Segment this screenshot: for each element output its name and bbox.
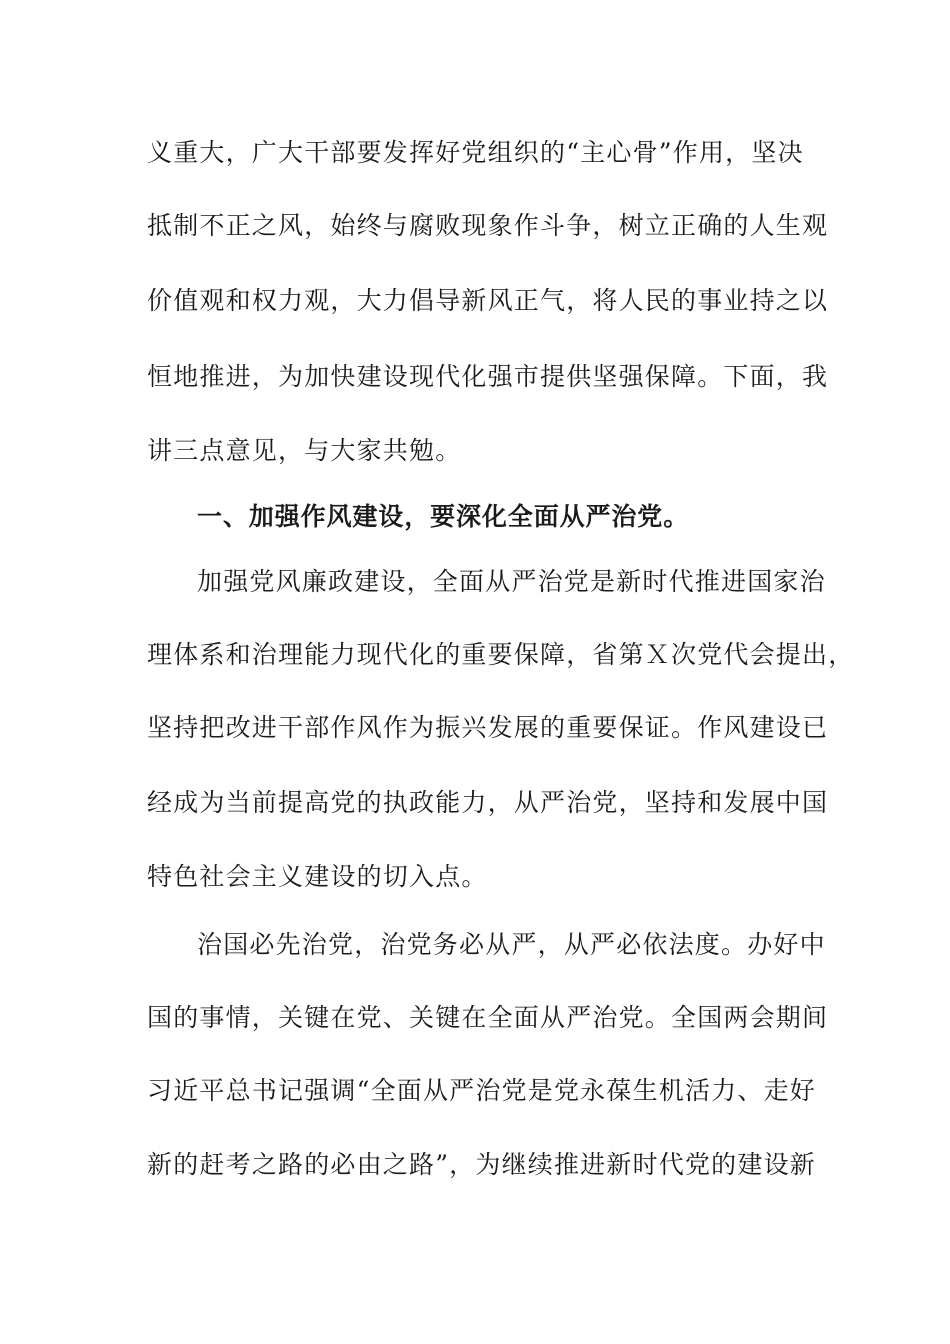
paragraph-line: 坚持把改进干部作风作为振兴发展的重要保证。作风建设已: [147, 713, 829, 742]
paragraph-line: 恒地推进，为加快建设现代化强市提供坚强保障。下面，我: [147, 362, 829, 391]
paragraph-line: 理体系和治理能力现代化的重要保障，省第Ｘ次党代会提出，: [147, 640, 855, 669]
paragraph-line: 价值观和权力观，大力倡导新风正气，将人民的事业持之以: [147, 286, 829, 315]
paragraph-line: 讲三点意见，与大家共勉。: [147, 436, 462, 465]
paragraph-line: 经成为当前提高党的执政能力，从严治党，坚持和发展中国: [147, 788, 829, 817]
paragraph-line: 义重大，广大干部要发挥好党组织的“主心骨”作用，坚决: [147, 138, 804, 167]
paragraph-line: 特色社会主义建设的切入点。: [147, 862, 488, 891]
section-heading: 一、加强作风建设，要深化全面从严治党。: [197, 502, 690, 531]
paragraph-line: 习近平总书记强调“全面从严治党是党永葆生机活力、走好: [147, 1076, 816, 1105]
paragraph-line: 加强党风廉政建设，全面从严治党是新时代推进国家治: [197, 567, 826, 596]
paragraph-line: 抵制不正之风，始终与腐败现象作斗争，树立正确的人生观: [147, 211, 829, 240]
paragraph-line: 国的事情，关键在党、关键在全面从严治党。全国两会期间: [147, 1003, 829, 1032]
paragraph-line: 新的赶考之路的必由之路”，为继续推进新时代党的建设新: [147, 1150, 816, 1179]
paragraph-line: 治国必先治党，治党务必从严，从严必依法度。办好中: [197, 930, 826, 959]
